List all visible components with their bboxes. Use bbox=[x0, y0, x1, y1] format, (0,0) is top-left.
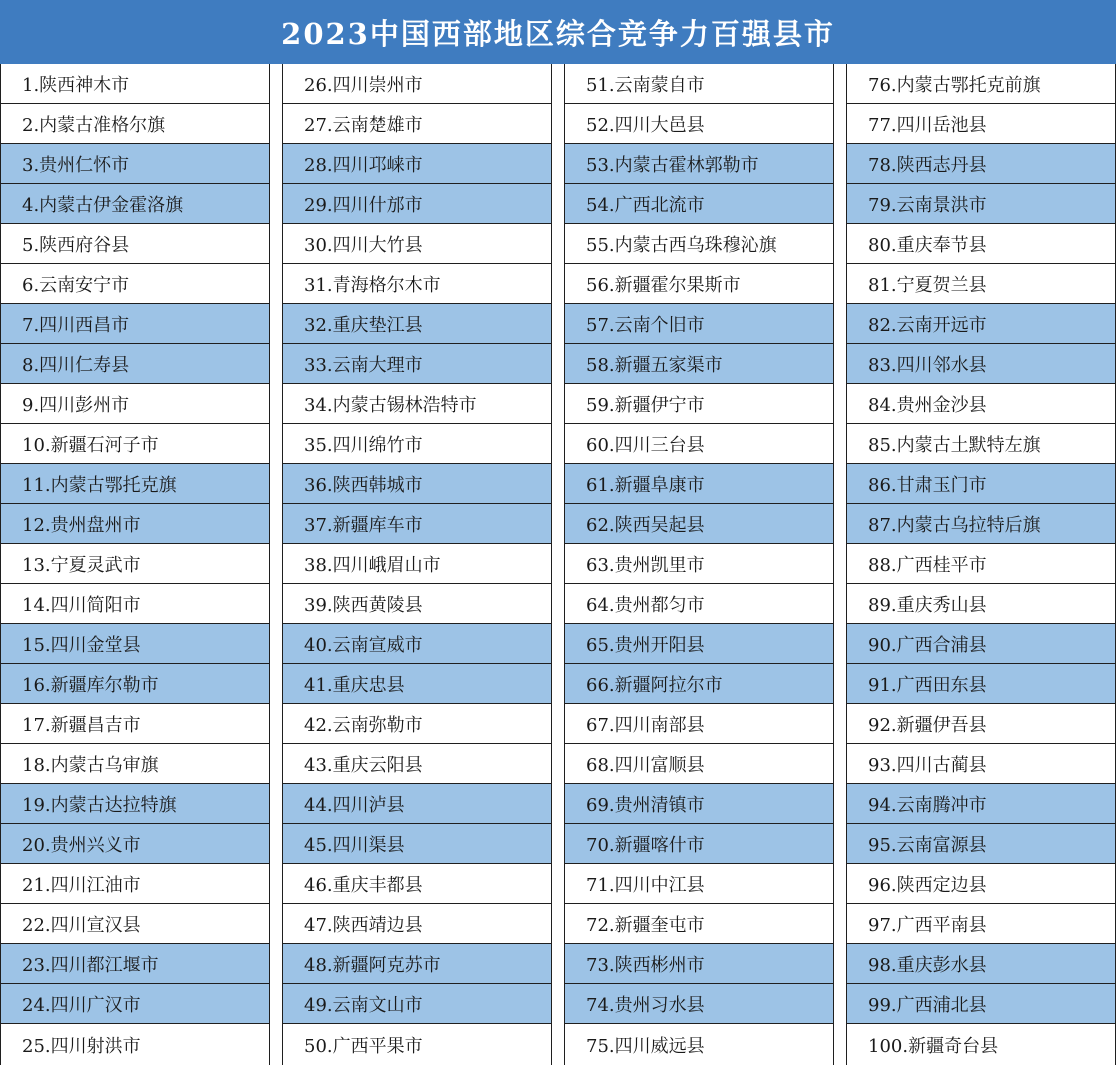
ranking-entry: 5.陕西府谷县 bbox=[1, 224, 269, 264]
ranking-entry: 46.重庆丰都县 bbox=[283, 864, 551, 904]
ranking-entry: 73.陕西彬州市 bbox=[565, 944, 833, 984]
ranking-entry: 47.陕西靖边县 bbox=[283, 904, 551, 944]
ranking-entry: 34.内蒙古锡林浩特市 bbox=[283, 384, 551, 424]
ranking-entry: 35.四川绵竹市 bbox=[283, 424, 551, 464]
ranking-entry: 64.贵州都匀市 bbox=[565, 584, 833, 624]
ranking-entry: 69.贵州清镇市 bbox=[565, 784, 833, 824]
ranking-entry: 85.内蒙古土默特左旗 bbox=[847, 424, 1115, 464]
ranking-entry: 28.四川邛崃市 bbox=[283, 144, 551, 184]
ranking-entry: 56.新疆霍尔果斯市 bbox=[565, 264, 833, 304]
ranking-entry: 12.贵州盘州市 bbox=[1, 504, 269, 544]
ranking-entry: 42.云南弥勒市 bbox=[283, 704, 551, 744]
ranking-entry: 62.陕西吴起县 bbox=[565, 504, 833, 544]
ranking-entry: 6.云南安宁市 bbox=[1, 264, 269, 304]
ranking-entry: 18.内蒙古乌审旗 bbox=[1, 744, 269, 784]
ranking-entry: 2.内蒙古准格尔旗 bbox=[1, 104, 269, 144]
ranking-entry: 25.四川射洪市 bbox=[22, 1035, 141, 1057]
ranking-entry: 71.四川中江县 bbox=[565, 864, 833, 904]
ranking-entry: 36.陕西韩城市 bbox=[283, 464, 551, 504]
ranking-entry: 75.四川威远县 bbox=[586, 1035, 705, 1057]
ranking-entry: 72.新疆奎屯市 bbox=[565, 904, 833, 944]
ranking-entry: 61.新疆阜康市 bbox=[565, 464, 833, 504]
ranking-entry: 80.重庆奉节县 bbox=[847, 224, 1115, 264]
ranking-entry: 37.新疆库车市 bbox=[283, 504, 551, 544]
ranking-entry: 52.四川大邑县 bbox=[565, 104, 833, 144]
ranking-entry: 23.四川都江堰市 bbox=[1, 944, 269, 984]
ranking-entry: 59.新疆伊宁市 bbox=[565, 384, 833, 424]
ranking-table bbox=[0, 64, 1116, 1065]
page-title: 2023中国西部地区综合竞争力百强县市 bbox=[281, 16, 835, 51]
ranking-entry: 60.四川三台县 bbox=[565, 424, 833, 464]
ranking-entry: 21.四川江油市 bbox=[1, 864, 269, 904]
ranking-column-3 bbox=[564, 64, 834, 1065]
ranking-entry: 99.广西浦北县 bbox=[847, 984, 1115, 1024]
ranking-entry: 4.内蒙古伊金霍洛旗 bbox=[1, 184, 269, 224]
ranking-entry: 49.云南文山市 bbox=[283, 984, 551, 1024]
ranking-column-1 bbox=[0, 64, 270, 1065]
ranking-entry: 11.内蒙古鄂托克旗 bbox=[1, 464, 269, 504]
ranking-entry: 15.四川金堂县 bbox=[1, 624, 269, 664]
ranking-entry: 63.贵州凯里市 bbox=[565, 544, 833, 584]
ranking-entry: 57.云南个旧市 bbox=[565, 304, 833, 344]
ranking-entry: 86.甘肃玉门市 bbox=[847, 464, 1115, 504]
ranking-entry: 83.四川邻水县 bbox=[847, 344, 1115, 384]
ranking-entry: 29.四川什邡市 bbox=[283, 184, 551, 224]
ranking-entry: 82.云南开远市 bbox=[847, 304, 1115, 344]
ranking-entry: 88.广西桂平市 bbox=[847, 544, 1115, 584]
ranking-entry: 19.内蒙古达拉特旗 bbox=[1, 784, 269, 824]
ranking-entry: 9.四川彭州市 bbox=[1, 384, 269, 424]
ranking-entry: 40.云南宣威市 bbox=[283, 624, 551, 664]
ranking-entry: 51.云南蒙自市 bbox=[565, 64, 833, 104]
ranking-entry: 70.新疆喀什市 bbox=[565, 824, 833, 864]
ranking-entry: 54.广西北流市 bbox=[565, 184, 833, 224]
ranking-entry: 38.四川峨眉山市 bbox=[283, 544, 551, 584]
ranking-entry: 95.云南富源县 bbox=[847, 824, 1115, 864]
ranking-entry: 27.云南楚雄市 bbox=[283, 104, 551, 144]
ranking-entry: 31.青海格尔木市 bbox=[283, 264, 551, 304]
ranking-entry: 8.四川仁寿县 bbox=[1, 344, 269, 384]
ranking-entry: 16.新疆库尔勒市 bbox=[1, 664, 269, 704]
ranking-entry: 66.新疆阿拉尔市 bbox=[565, 664, 833, 704]
ranking-entry: 13.宁夏灵武市 bbox=[1, 544, 269, 584]
ranking-entry: 87.内蒙古乌拉特后旗 bbox=[847, 504, 1115, 544]
ranking-entry: 93.四川古蔺县 bbox=[847, 744, 1115, 784]
ranking-entry: 84.贵州金沙县 bbox=[847, 384, 1115, 424]
ranking-entry: 78.陕西志丹县 bbox=[847, 144, 1115, 184]
ranking-entry: 22.四川宣汉县 bbox=[1, 904, 269, 944]
ranking-entry: 58.新疆五家渠市 bbox=[565, 344, 833, 384]
ranking-entry: 100.新疆奇台县 bbox=[868, 1035, 999, 1057]
ranking-entry: 1.陕西神木市 bbox=[1, 64, 269, 104]
ranking-entry: 33.云南大理市 bbox=[283, 344, 551, 384]
ranking-entry: 39.陕西黄陵县 bbox=[283, 584, 551, 624]
title-bar bbox=[0, 0, 1116, 64]
ranking-entry: 20.贵州兴义市 bbox=[1, 824, 269, 864]
ranking-entry: 48.新疆阿克苏市 bbox=[283, 944, 551, 984]
ranking-entry: 24.四川广汉市 bbox=[1, 984, 269, 1024]
ranking-entry: 44.四川泸县 bbox=[283, 784, 551, 824]
ranking-entry: 97.广西平南县 bbox=[847, 904, 1115, 944]
ranking-entry: 65.贵州开阳县 bbox=[565, 624, 833, 664]
ranking-entry: 94.云南腾冲市 bbox=[847, 784, 1115, 824]
ranking-entry: 77.四川岳池县 bbox=[847, 104, 1115, 144]
ranking-entry: 14.四川简阳市 bbox=[1, 584, 269, 624]
ranking-entry: 55.内蒙古西乌珠穆沁旗 bbox=[565, 224, 833, 264]
ranking-entry: 67.四川南部县 bbox=[565, 704, 833, 744]
ranking-entry: 45.四川渠县 bbox=[283, 824, 551, 864]
ranking-entry: 76.内蒙古鄂托克前旗 bbox=[847, 64, 1115, 104]
ranking-entry: 90.广西合浦县 bbox=[847, 624, 1115, 664]
ranking-entry: 7.四川西昌市 bbox=[1, 304, 269, 344]
ranking-entry: 96.陕西定边县 bbox=[847, 864, 1115, 904]
ranking-entry: 53.内蒙古霍林郭勒市 bbox=[565, 144, 833, 184]
ranking-entry: 89.重庆秀山县 bbox=[847, 584, 1115, 624]
ranking-entry: 10.新疆石河子市 bbox=[1, 424, 269, 464]
ranking-entry: 91.广西田东县 bbox=[847, 664, 1115, 704]
ranking-entry: 74.贵州习水县 bbox=[565, 984, 833, 1024]
ranking-entry: 68.四川富顺县 bbox=[565, 744, 833, 784]
ranking-entry: 92.新疆伊吾县 bbox=[847, 704, 1115, 744]
ranking-entry: 26.四川崇州市 bbox=[283, 64, 551, 104]
ranking-entry: 32.重庆垫江县 bbox=[283, 304, 551, 344]
ranking-entry: 98.重庆彭水县 bbox=[847, 944, 1115, 984]
ranking-entry: 50.广西平果市 bbox=[304, 1035, 423, 1057]
ranking-column-4 bbox=[846, 64, 1116, 1065]
ranking-entry: 41.重庆忠县 bbox=[283, 664, 551, 704]
ranking-column-2 bbox=[282, 64, 552, 1065]
ranking-entry: 17.新疆昌吉市 bbox=[1, 704, 269, 744]
ranking-entry: 30.四川大竹县 bbox=[283, 224, 551, 264]
ranking-entry: 3.贵州仁怀市 bbox=[1, 144, 269, 184]
ranking-entry: 79.云南景洪市 bbox=[847, 184, 1115, 224]
ranking-entry: 43.重庆云阳县 bbox=[283, 744, 551, 784]
ranking-entry: 81.宁夏贺兰县 bbox=[847, 264, 1115, 304]
